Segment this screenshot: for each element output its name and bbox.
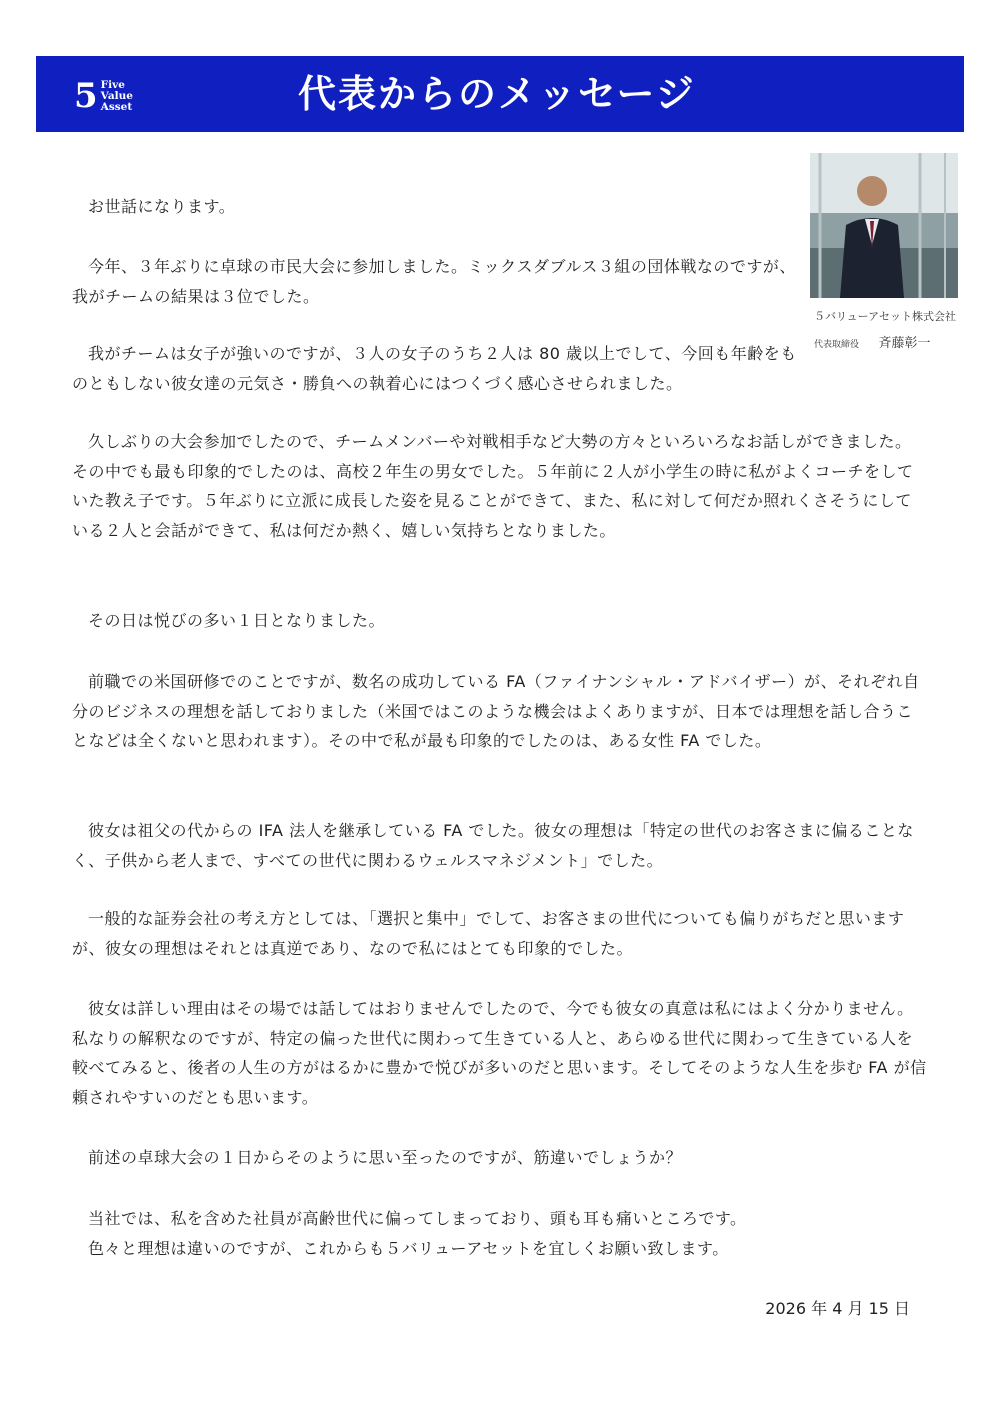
- paragraph-selection: 一般的な証券会社の考え方としては、「選択と集中」でして、お客さまの世代についても偏りがちだと思いますが、彼女の理想はそれとは真逆であり、なので私にはとても印象的でした。: [72, 909, 905, 958]
- logo-words: [101, 80, 133, 113]
- logo-word-asset: Asset: [100, 100, 133, 113]
- paragraph-joyful-day: その日は悦びの多い１日となりました。: [88, 611, 386, 630]
- paragraph-team: 我がチームは女子が強いのですが、３人の女子のうち２人は 80 歳以上でして、今回も年齢をものともしない彼女達の元気さ・勝負への執着心にはつくづく感心させられました。: [72, 344, 797, 393]
- paragraph-closing: 色々と理想は違いのですが、これからも５バリューアセットを宜しくお願い致します。: [88, 1239, 729, 1258]
- logo-number: 5: [74, 76, 98, 116]
- caption-person-name: 斉藤彰一: [878, 336, 931, 351]
- letter-date: 2026 年 4 月 15 日: [765, 1299, 910, 1318]
- paragraph-interpretation: 彼女は詳しい理由はその場では話してはおりませんでしたので、今でも彼女の真意は私にはよく分かりません。私なりの解釈なのですが、特定の偏った世代に関わって生きている人と、あらゆる世代に関わって生きている人を較べてみると、後者の人生の方がはるかに豊かで悦びが多いのだと思います。そしてそのような人生を歩む FA が信頼されやすいのだとも思います。: [72, 999, 927, 1107]
- paragraph-us-training: 前職での米国研修でのことですが、数名の成功している FA（ファイナンシャル・アドバイザー）が、それぞれ自分のビジネスの理想を話しておりました（米国ではこのような機会はよくありますが、日本では理想を話し合うことなどは全くないと思われます）。その中で私が最も印象的でしたのは、ある女性 FA でした。: [72, 672, 920, 750]
- paragraph-students: 久しぶりの大会参加でしたので、チームメンバーや対戦相手など大勢の方々といろいろなお話しができました。その中でも最も印象的でしたのは、高校２年生の男女でした。５年前に２人が小学生の時に私がよくコーチをしていた教え子です。５年ぶりに立派に成長した姿を見ることができて、また、私に対して何だか照れくさそうにしている２人と会話ができて、私は何だか熱く、嬉しい気持ちとなりました。: [72, 432, 914, 540]
- representative-photo: [810, 153, 958, 298]
- caption-name-line: [814, 332, 964, 351]
- paragraph-company: 当社では、私を含めた社員が高齢世代に偏ってしまっており、頭も耳も痛いところです。: [88, 1209, 747, 1228]
- page-title: 代表からのメッセージ: [298, 72, 696, 116]
- logo-word-value: Value: [100, 89, 133, 102]
- logo-word-five: Five: [100, 78, 125, 91]
- paragraph-ifa: 彼女は祖父の代からの IFA 法人を継承している FA でした。彼女の理想は「特定の世代のお客さまに偏ることなく、子供から老人まで、すべての世代に関わるウェルスマネジメント」でした。: [72, 821, 914, 870]
- paragraph-question: 前述の卓球大会の１日からそのように思い至ったのですが、筋違いでしょうか？: [88, 1148, 683, 1167]
- company-logo: [74, 76, 133, 116]
- caption-company: ５バリューアセット株式会社: [813, 310, 956, 323]
- paragraph-greeting: お世話になります。: [88, 197, 236, 216]
- paragraph-tournament: 今年、３年ぶりに卓球の市民大会に参加しました。ミックスダブルス３組の団体戦なのですが、我がチームの結果は３位でした。: [72, 257, 796, 306]
- caption-role: 代表取締役: [814, 340, 860, 350]
- header-banner: [36, 56, 964, 132]
